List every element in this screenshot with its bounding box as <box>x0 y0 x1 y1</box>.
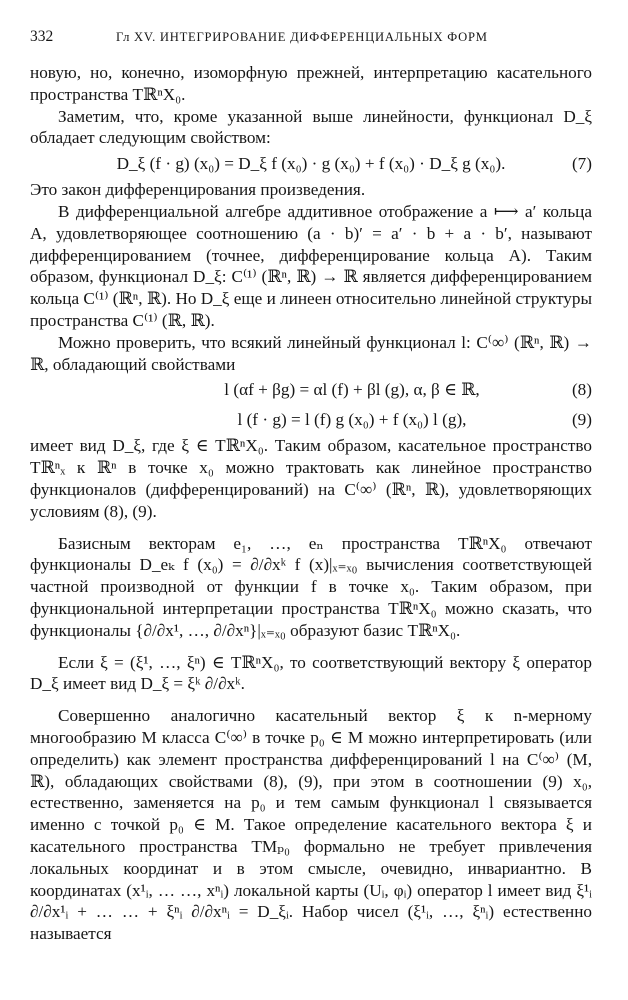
paragraph-1: новую, но, конечно, изоморфную прежней, интерпретацию касательного пространства TℝⁿX₀. <box>30 63 592 104</box>
equation-7-text: D_ξ (f · g) (x₀) = D_ξ f (x₀) · g (x₀) + f (x₀) · D_ξ g (x₀). <box>116 154 506 174</box>
paragraph-3: Это закон дифференцирования произведения. <box>30 180 366 200</box>
paragraph-4: В дифференциальной алгебре аддитивное отображение a ⟼ a′ кольца A, удовлетворяющее соотношению (a · b)′ = a′ · b + a · b′, называют дифференцированием (точнее, дифференцирование кольца A). Таким образом, функционал D_ξ: C⁽¹⁾ (ℝⁿ, ℝ) → ℝ является дифференцированием кольца C⁽¹⁾ (ℝⁿ, ℝ). Но D_ξ еще и линеен относительно линейной структуры пространства C⁽¹⁾ (ℝ, ℝ). <box>30 201 592 330</box>
equation-8-text: l (αf + βg) = αl (f) + βl (g), α, β ∈ ℝ, <box>224 380 480 400</box>
equation-8 <box>30 375 592 405</box>
page-header <box>30 26 592 48</box>
equation-7 <box>30 149 592 179</box>
paragraph-8: Если ξ = (ξ¹, …, ξⁿ) ∈ TℝⁿX₀, то соответствующий вектору ξ оператор D_ξ имеет вид D_ξ = ξᵏ ∂/∂xᵏ. <box>30 652 592 694</box>
equation-9-text: l (f · g) = l (f) g (x₀) + f (x₀) l (g), <box>237 410 467 430</box>
paragraph-7: Базисным векторам e₁, …, eₙ пространства TℝⁿX₀ отвечают функционалы D_eₖ f (x₀) = ∂/∂xᵏ f (x)|ₓ₌ₓ₀ вычисления соответствующей частной производной от функции f в точке x₀. Таким образом, при функциональной интерпретации пространства TℝⁿX₀ можно сказать, что функционалы {∂/∂x¹, …, ∂/∂xⁿ}|ₓ₌ₓ₀ образуют базис TℝⁿX₀. <box>30 533 592 640</box>
paragraph-5: Можно проверить, что всякий линейный функционал l: C⁽∞⁾ (ℝⁿ, ℝ) → ℝ, обладающий свойствами <box>30 332 592 374</box>
equation-9-number: (9) <box>571 410 592 430</box>
equation-7-number: (7) <box>571 154 592 174</box>
page-body <box>30 62 592 945</box>
paragraph-6: имеет вид D_ξ, где ξ ∈ TℝⁿX₀. Таким образом, касательное пространство Tℝⁿₓ к ℝⁿ в точке x₀ можно трактовать как линейное пространство функционалов (дифференцирований) на C⁽∞⁾ (ℝⁿ, ℝ), удовлетворяющих условиям (8), (9). <box>30 436 592 521</box>
page-number: 332 <box>30 28 54 45</box>
equation-8-number: (8) <box>571 380 592 400</box>
paragraph-2: Заметим, что, кроме указанной выше линейности, функционал D_ξ обладает следующим свойством: <box>30 106 592 148</box>
running-title: Гл XV. ИНТЕГРИРОВАНИЕ ДИФФЕРЕНЦИАЛЬНЫХ ФОРМ <box>116 30 488 44</box>
paragraph-9: Совершенно аналогично касательный вектор ξ к n-мерному многообразию M класса C⁽∞⁾ в точке p₀ ∈ M можно интерпретировать (или определить) как элемент пространства дифференцирований l на C⁽∞⁾ (M, ℝ), обладающих свойствами (8), (9), при этом в соотношении (9) x₀, естественно, заменяется на p₀ и тем самым функционал l связывается именно с точкой p₀ ∈ M. Такое определение касательного вектора ξ и касательного пространства TMₚ₀ формально не требует привлечения локальных координат и в этом смысле, очевидно, инвариантно. В координатах (x¹ᵢ, … …, xⁿᵢ) локальной карты (Uᵢ, φᵢ) оператор l имеет вид ξ¹ᵢ ∂/∂x¹ᵢ + … … + ξⁿᵢ ∂/∂xⁿᵢ = D_ξᵢ. Набор чисел (ξ¹ᵢ, …, ξⁿᵢ) естественно называется <box>30 706 592 944</box>
equation-9 <box>30 405 592 435</box>
